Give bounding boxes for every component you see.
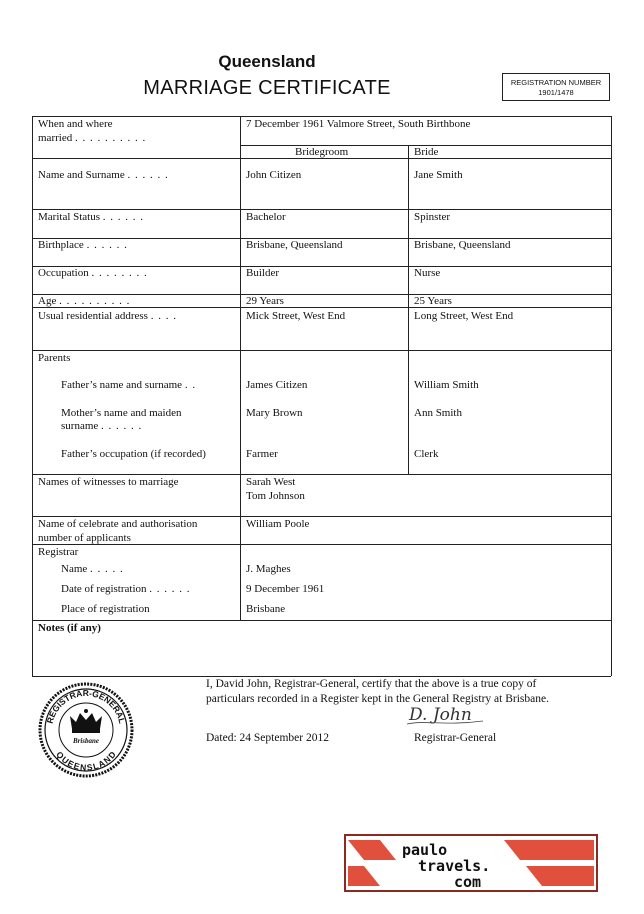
leader-dots: . . . . . . . . . .	[74, 132, 147, 144]
bride-mother: Ann Smith	[414, 407, 462, 419]
bride-name: Jane Smith	[414, 169, 463, 181]
age-label	[38, 295, 130, 308]
when-where-label: When and where	[38, 118, 113, 130]
column-divider	[408, 145, 409, 474]
leader-dots: . . . . . .	[127, 169, 169, 181]
witness-2: Tom Johnson	[246, 490, 305, 502]
registration-date-label	[61, 583, 191, 596]
bride-father: William Smith	[414, 379, 479, 391]
registration-date-label-text: Date of registration	[61, 583, 147, 595]
row-divider	[32, 474, 611, 475]
groom-mother: Mary Brown	[246, 407, 303, 419]
table-border	[32, 116, 33, 676]
celebrant-label-2: number of applicants	[38, 532, 131, 544]
groom-father-occupation: Farmer	[246, 448, 278, 460]
registration-number-value: 1901/1478	[538, 88, 574, 97]
married-label: married	[38, 132, 73, 144]
birthplace-label-text: Birthplace	[38, 239, 84, 251]
registration-date-value: 9 December 1961	[246, 583, 325, 595]
mother-label-2	[61, 420, 142, 433]
leader-dots: . . . . . .	[86, 239, 128, 251]
witness-1: Sarah West	[246, 476, 296, 488]
row-divider	[32, 209, 611, 210]
when-where-label-2	[38, 132, 146, 145]
leader-dots: . . . . . . . . . .	[59, 295, 131, 307]
row-divider	[32, 350, 611, 351]
groom-address: Mick Street, West End	[246, 310, 346, 322]
groom-marital: Bachelor	[246, 211, 286, 223]
father-occupation-label: Father’s occupation (if recorded)	[61, 448, 206, 460]
parents-label: Parents	[38, 352, 71, 364]
name-label-text: Name and Surname	[38, 169, 125, 181]
logo-line-2: travels.	[418, 857, 491, 875]
leader-dots: . . . . .	[90, 563, 124, 575]
certification-line: particulars recorded in a Register kept in the General Registry at Brisbane.	[206, 693, 549, 705]
registrar-name-label	[61, 563, 124, 576]
registrar-seal-stamp	[38, 682, 134, 778]
bride-column-header: Bride	[414, 146, 439, 158]
father-name-label	[61, 379, 196, 392]
witnesses-label: Names of witnesses to marriage	[38, 476, 179, 488]
marital-label	[38, 211, 144, 224]
marital-label-text: Marital Status	[38, 211, 101, 223]
row-divider	[32, 620, 611, 621]
registrar-name-label-text: Name	[61, 563, 88, 575]
crown-icon	[70, 709, 102, 733]
bride-occupation: Nurse	[414, 267, 441, 279]
leader-dots: . . . . . .	[101, 420, 143, 432]
table-border	[32, 116, 611, 117]
birthplace-label	[38, 239, 128, 252]
logo-line-3: com	[454, 873, 482, 891]
occupation-label	[38, 267, 148, 280]
address-label	[38, 310, 177, 323]
mother-label: Mother’s name and maiden	[61, 407, 182, 419]
registrar-name-value: J. Maghes	[246, 563, 291, 575]
state-title: Queensland	[218, 52, 316, 71]
address-label-text: Usual residential address	[38, 310, 148, 322]
registrar-signature	[405, 700, 487, 728]
bride-age: 25 Years	[414, 295, 452, 307]
table-border	[611, 116, 612, 676]
registration-place-value: Brisbane	[246, 603, 286, 615]
registration-number-label: REGISTRATION NUMBER	[510, 78, 602, 87]
bridegroom-column-header: Bridegroom	[295, 146, 349, 158]
groom-father: James Citizen	[246, 379, 308, 391]
logo-line-1: paulo	[402, 841, 448, 859]
leader-dots: . . . . . .	[149, 583, 191, 595]
celebrant-value: William Poole	[246, 518, 310, 530]
bride-birthplace: Brisbane, Queensland	[414, 239, 511, 251]
stamp-center-text: Brisbane	[72, 737, 100, 745]
leader-dots: . . . . . .	[102, 211, 145, 223]
groom-name: John Citizen	[246, 169, 302, 181]
bride-marital: Spinster	[414, 211, 451, 223]
groom-birthplace: Brisbane, Queensland	[246, 239, 343, 251]
celebrant-label: Name of celebrate and authorisation	[38, 518, 198, 530]
father-name-label-text: Father’s name and surname	[61, 379, 183, 391]
occupation-label-text: Occupation	[38, 267, 89, 279]
stamp-top-text: REGISTRAR-GENERAL	[44, 687, 128, 725]
bride-address: Long Street, West End	[414, 310, 514, 322]
groom-occupation: Builder	[246, 267, 279, 279]
bride-father-occupation: Clerk	[414, 448, 439, 460]
row-divider	[32, 516, 611, 517]
leader-dots: . . . .	[150, 310, 177, 322]
registrar-label: Registrar	[38, 546, 79, 558]
registration-place-label: Place of registration	[61, 603, 150, 615]
name-label	[38, 169, 169, 182]
certificate-title: MARRIAGE CERTIFICATE	[143, 77, 391, 99]
mother-label-text: surname	[61, 420, 99, 432]
paulo-travels-logo	[344, 834, 598, 892]
certification-statement	[206, 677, 549, 707]
when-where-value: 7 December 1961 Valmore Street, South Birthbone	[246, 118, 471, 130]
leader-dots: . .	[184, 379, 197, 391]
leader-dots: . . . . . . . .	[91, 267, 148, 279]
registration-number-box	[502, 73, 610, 101]
registrar-general-caption: Registrar-General	[414, 732, 497, 744]
certification-line: I, David John, Registrar-General, certify that the above is a true copy of	[206, 678, 537, 690]
signature-text: D. John	[409, 705, 472, 725]
groom-age: 29 Years	[246, 295, 284, 307]
dated-text: Dated: 24 September 2012	[206, 732, 329, 744]
stamp-bottom-text: QUEENSLAND	[54, 749, 118, 773]
notes-label: Notes (if any)	[38, 622, 101, 634]
age-label-text: Age	[38, 295, 57, 307]
